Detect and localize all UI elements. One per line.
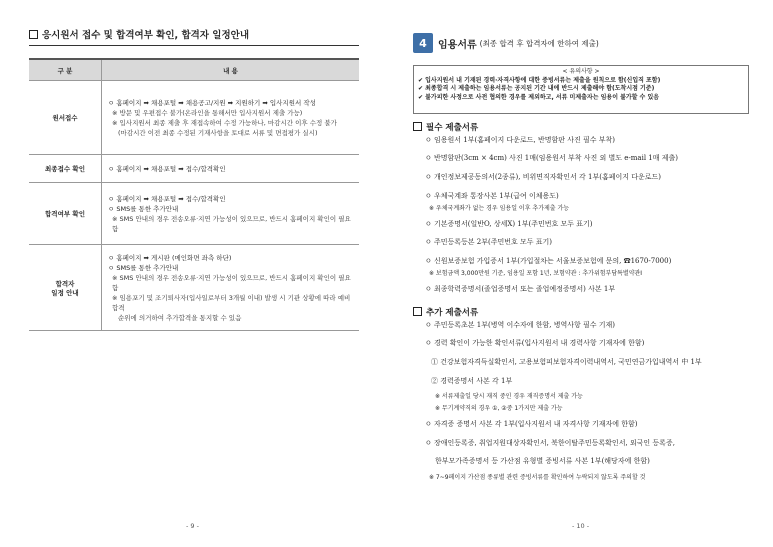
header-category: 구 분 [29,59,102,81]
row-note: ※ 방문 및 우편접수 불가(온라인을 통해서만 입사지원서 제출 가능) [112,108,303,117]
heading-underline [29,45,359,46]
row-line: ㅇ 홈페이지 ➡ 게시판 (메인화면 좌측 하단) [108,253,232,262]
left-heading [29,27,249,41]
list-item: ㅇ 주민등록등본 2부(주민번호 모두 표기) [425,238,553,246]
row-note: 순위에 의거하여 추가합격을 통지할 수 있음 [118,313,242,322]
list-subitem: ① 건강보험자격득실확인서, 고용보험피보험자격이력내역서, 국민연금가입내역서 中 1부 [431,358,702,366]
checkbox-square-icon [413,122,422,131]
list-item: ㅇ 신원보증보험 가입증서 1부(가입절차는 서울보증보험에 문의, ☎1670-7000) [425,257,672,265]
list-note: ※ 우체국계좌가 없는 경우 임용일 이후 추가제출 가능 [429,205,570,212]
section-number-badge: 4 [413,33,433,53]
row-note: (마감시간 이전 최종 수정된 기재사항을 토대로 서류 및 면접평가 실시) [118,128,318,137]
row-label-line2: 일정 안내 [51,288,79,297]
notice-item: ✔ 불가피한 사정으로 사전 협의한 경우를 제외하고, 서류 미제출자는 임용이 불가할 수 있음 [418,93,660,101]
table-row [29,245,359,331]
row-note: ※ SMS 안내의 경우 전송오류·지연 가능성이 있으므로, 반드시 홈페이지 확인이 필요함 [112,273,351,292]
left-heading-text: 응시원서 접수 및 합격여부 확인, 합격자 일정안내 [42,30,249,41]
row-note: ※ SMS 안내의 경우 전송오류·지연 가능성이 있으므로, 반드시 홈페이지 확인이 필요함 [112,214,351,233]
list-note: ※ 보험금액 3,000만원 기준, 임용일 포함 1년, 보험약관 : 추가위험부담특별약관Ⅰ [429,270,643,277]
list-item: ㅇ 자격증 증명서 사본 각 1부(입사지원서 내 자격사항 기재자에 한함) [425,420,638,428]
row-label-line1: 합격자 [55,279,75,288]
row-line: ㅇ 홈페이지 ➡ 채용포털 ➡ 접수/합격확인 [108,164,226,173]
checkbox-square-icon [413,307,422,316]
row-line: ㅇ SMS를 통한 추가안내 [108,263,179,272]
row-line: ㅇ 홈페이지 ➡ 채용포털 ➡ 접수/합격확인 [108,194,226,203]
list-item: ㅇ 우체국계좌 통장사본 1부(급여 이체용도) [425,192,559,200]
list-item: ㅇ 최종학력증명서(졸업증명서 또는 졸업예정증명서) 사본 1부 [425,285,616,293]
row-content [102,183,360,245]
additional-heading-text: 추가 제출서류 [426,308,479,318]
row-note: ※ 입사지원서 최종 제출 후 재접속하여 수정 가능하나, 마감시간 이후 수정 불가 [112,118,337,127]
table-header-row [29,59,359,81]
table-row [29,183,359,245]
section-subtitle: (최종 합격 후 합격자에 한하여 제출) [479,38,599,48]
page-number-left: - 9 - [186,522,199,530]
notice-title: < 유의사항 > [562,68,600,75]
row-content [102,245,360,331]
row-label: 최종접수 확인 [29,155,102,183]
schedule-table [29,58,359,331]
required-list [425,135,760,298]
table-row [29,155,359,183]
additional-heading [413,306,478,318]
list-note: ※ 서류제출일 당시 재직 중인 경우 재직증명서 제출 가능 [435,393,583,400]
list-item-continued: 한부모가족증명서 등 가산점 유형별 증빙서류 사본 1부(해당자에 한함) [435,457,650,465]
notice-box [413,65,749,114]
row-note: ※ 임용포기 및 조기퇴사자(입사일로부터 3개월 이내) 발생 시 기관 상황에 따라 예비합격 [112,293,351,312]
list-item: ㅇ 경력 확인이 가능한 확인서류(입사지원서 내 경력사항 기재자에 한함) [425,339,645,347]
section-title: 임용서류 [438,39,477,51]
checkbox-square-icon [29,30,38,39]
list-item: ㅇ 개인정보제공동의서(2종류), 비위면직자확인서 각 1부(홈페이지 다운로드) [425,173,662,181]
row-line: ㅇ SMS를 통한 추가안내 [108,204,179,213]
list-note: ※ 무기계약직의 경우 ①, ②중 1가지만 제출 가능 [435,405,563,412]
row-label [29,245,102,331]
list-item: ㅇ 반명함판(3cm × 4cm) 사진 1매(임용원서 부착 사진 외 별도 e-mail 1매 제출) [425,154,678,162]
row-label: 원서접수 [29,81,102,155]
notice-item: ✔ 입사지원서 내 기재된 경력·자격사항에 대한 증빙서류는 제출을 원칙으로 함(신입직 포함) [418,76,661,84]
list-subitem: ② 경력증명서 사본 각 1부 [431,377,513,385]
row-line: ㅇ 홈페이지 ➡ 채용포털 ➡ 채용공고/지원 ➡ 지원하기 ➡ 입사지원서 작성 [108,98,316,107]
section-header [413,33,599,53]
row-label: 합격여부 확인 [29,183,102,245]
list-item: ㅇ 장애인등록증, 취업지원대상자확인서, 북한이탈주민등록확인서, 외국인 등록증, [425,439,675,447]
row-content [102,155,360,183]
list-item: ㅇ 기본증명서(일반O, 상세X) 1부(주민번호 모두 표기) [425,220,593,228]
required-heading [413,121,478,133]
table-row [29,81,359,155]
additional-list [425,320,760,486]
required-heading-text: 필수 제출서류 [426,123,479,133]
header-content: 내 용 [102,59,360,81]
row-content [102,81,360,155]
list-item: ㅇ 주민등록초본 1부(병역 이수자에 한함, 병역사항 필수 기재) [425,321,616,329]
notice-item: ✔ 최종합격 시 제출하는 임용서류는 공지된 기간 내에 반드시 제출해야 함(도착시점 기준) [418,85,655,92]
list-note: ※ 7~9페이지 가산점 종류별 관련 증빙서류를 확인하여 누락되지 않도록 주의할 것 [429,474,646,481]
page-number-right: - 10 - [572,522,590,530]
list-item: ㅇ 임용원서 1부(홈페이지 다운로드, 반명함판 사진 필수 부착) [425,136,616,144]
